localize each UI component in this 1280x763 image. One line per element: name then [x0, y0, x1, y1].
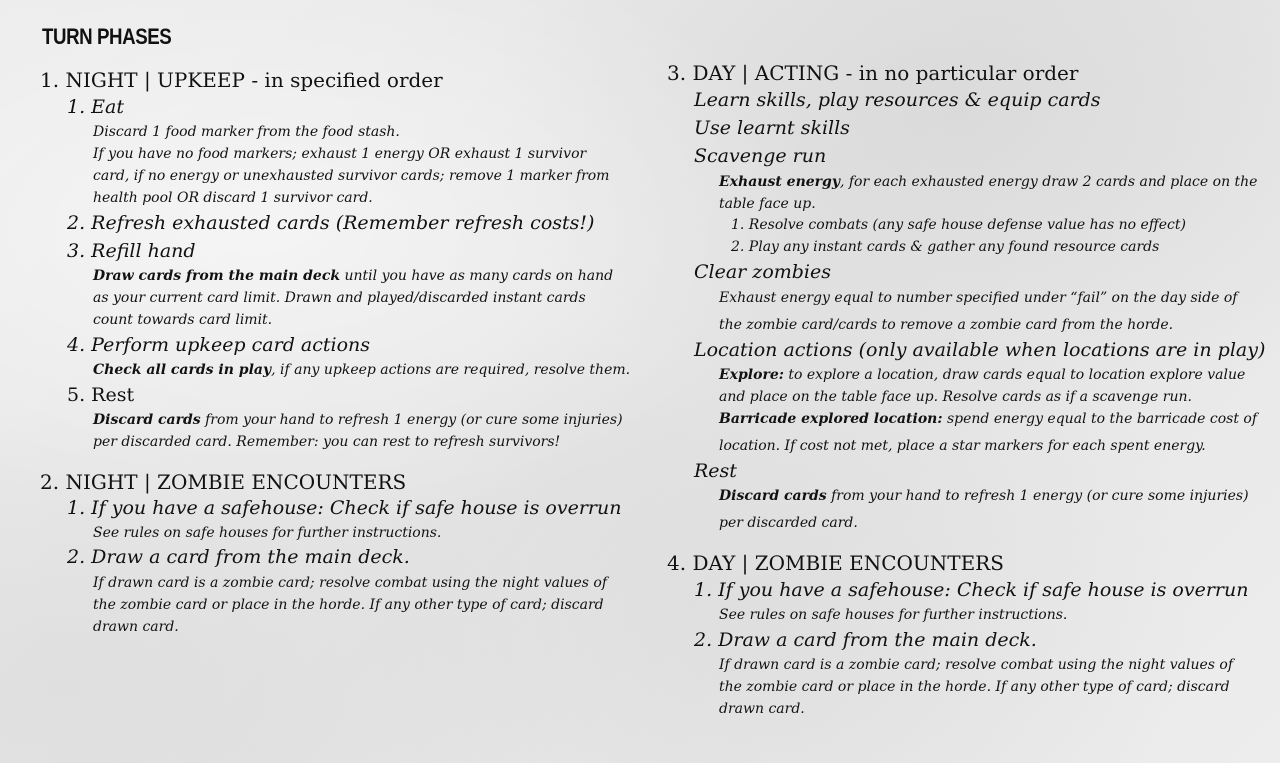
step-refill: 3. Refill hand [67, 240, 196, 262]
scavenge-text-1: Exhaust energy, for each exhausted energy draw 2 cards and place on the [719, 174, 1258, 190]
safehouse-text-1: See rules on safe houses for further instructions. [93, 525, 442, 541]
location-text-1: Explore: to explore a location, draw cards equal to location explore value [719, 367, 1246, 383]
action-use: Use learnt skills [694, 117, 850, 139]
eat-text-3: card, if no energy or unexhausted survivor cards; remove 1 marker from [93, 168, 610, 184]
location-text-2: and place on the table face up. Resolve cards as if a scavenge run. [719, 389, 1192, 405]
day-step-safehouse: 1. If you have a safehouse: Check if safe house is overrun [694, 579, 1249, 601]
scavenge-step-2: 2. Play any instant cards & gather any found resource cards [731, 239, 1160, 255]
scavenge-text-2: table face up. [719, 196, 816, 212]
location-text-4: location. If cost not met, place a star markers for each spent energy. [719, 438, 1206, 454]
step-upkeep: 4. Perform upkeep card actions [67, 334, 370, 356]
step-eat: 1. Eat [67, 96, 124, 118]
day-draw-text-3: drawn card. [719, 701, 805, 717]
rest-right-text-2: per discarded card. [719, 515, 858, 531]
action-learn: Learn skills, play resources & equip cards [694, 89, 1101, 111]
step-refresh: 2. Refresh exhausted cards (Remember refresh costs!) [67, 212, 595, 234]
eat-text-2: If you have no food markers; exhaust 1 energy OR exhaust 1 survivor [93, 146, 587, 162]
draw-text-1: If drawn card is a zombie card; resolve combat using the night values of [93, 575, 608, 591]
day-step-draw: 2. Draw a card from the main deck. [694, 629, 1037, 651]
rest-right-text-1: Discard cards from your hand to refresh 1 energy (or cure some injuries) [719, 488, 1249, 504]
section-night-zombie-heading: 2. NIGHT | ZOMBIE ENCOUNTERS [40, 470, 407, 494]
draw-text-2: the zombie card or place in the horde. If any other type of card; discard [93, 597, 604, 613]
rest-text-2: per discarded card. Remember: you can rest to refresh survivors! [93, 434, 561, 450]
action-scavenge: Scavenge run [694, 145, 827, 167]
section-night-upkeep-heading: 1. NIGHT | UPKEEP - in specified order [40, 68, 443, 92]
eat-text-1: Discard 1 food marker from the food stash. [93, 124, 400, 140]
refill-text-2: as your current card limit. Drawn and played/discarded instant cards [93, 290, 586, 306]
day-draw-text-2: the zombie card or place in the horde. If any other type of card; discard [719, 679, 1230, 695]
action-location: Location actions (only available when locations are in play) [694, 339, 1266, 361]
step-safehouse: 1. If you have a safehouse: Check if safe house is overrun [67, 497, 622, 519]
step-draw: 2. Draw a card from the main deck. [67, 546, 410, 568]
action-clear-zombies: Clear zombies [694, 261, 832, 283]
eat-text-4: health pool OR discard 1 survivor card. [93, 190, 373, 206]
refill-text-1: Draw cards from the main deck until you have as many cards on hand [93, 268, 614, 284]
page-title: TURN PHASES [42, 24, 172, 49]
location-text-3: Barricade explored location: spend energy equal to the barricade cost of [719, 411, 1258, 427]
step-rest: 5. Rest [67, 384, 135, 406]
day-draw-text-1: If drawn card is a zombie card; resolve combat using the night values of [719, 657, 1234, 673]
section-day-zombie-heading: 4. DAY | ZOMBIE ENCOUNTERS [667, 551, 1004, 575]
section-day-acting-heading: 3. DAY | ACTING - in no particular order [667, 61, 1079, 85]
clear-text-1: Exhaust energy equal to number specified under “fail” on the day side of [719, 290, 1238, 306]
rest-text-1: Discard cards from your hand to refresh 1 energy (or cure some injuries) [93, 412, 623, 428]
action-rest: Rest [694, 460, 737, 482]
day-safehouse-text-1: See rules on safe houses for further instructions. [719, 607, 1068, 623]
refill-text-3: count towards card limit. [93, 312, 273, 328]
draw-text-3: drawn card. [93, 619, 179, 635]
upkeep-text-1: Check all cards in play, if any upkeep actions are required, resolve them. [93, 362, 631, 378]
scavenge-step-1: 1. Resolve combats (any safe house defense value has no effect) [731, 217, 1186, 233]
clear-text-2: the zombie card/cards to remove a zombie card from the horde. [719, 317, 1174, 333]
